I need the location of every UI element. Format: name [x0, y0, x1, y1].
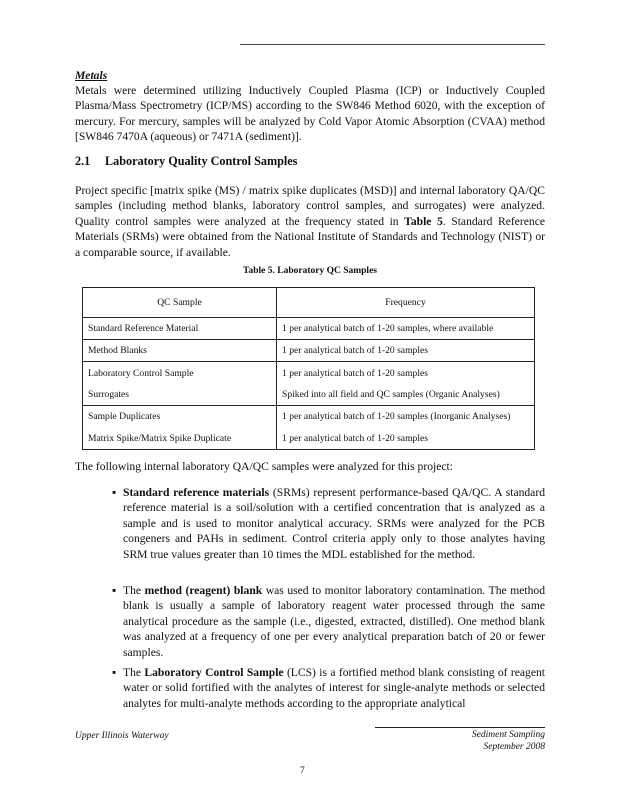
table-cell: 1 per analytical batch of 1-20 samples (Inorganic Analyses) [277, 406, 535, 428]
bullet-text: was used to monitor laboratory contamination. The method blank is usually a sample of laboratory reagent water processed through the same analytical procedure as the sample (i.e., digested, extracted, distilled). One method blank was analyzed at a frequency of one per every analytical preparation batch of 20 or fewer samples. [123, 584, 545, 659]
table-cell: Standard Reference Material [83, 318, 277, 340]
column-header: QC Sample [83, 288, 277, 318]
bullet-icon: ▪ [112, 666, 117, 679]
bullet-text: The [123, 584, 145, 597]
footer-right [420, 729, 545, 753]
table-cell: Surrogates [83, 385, 277, 406]
page-number: 7 [300, 766, 305, 776]
bullet-item [112, 485, 545, 562]
footer-left: Upper Illinois Waterway [75, 731, 169, 741]
column-header: Frequency [277, 288, 535, 318]
bullet-icon: ▪ [112, 584, 117, 597]
footer-date: September 2008 [483, 742, 545, 752]
table-row [83, 385, 535, 406]
table-cell: 1 per analytical batch of 1-20 samples, where available [277, 318, 535, 340]
bullet-term: method (reagent) blank [144, 584, 263, 597]
table-row [83, 318, 535, 340]
bullet-term: Standard reference materials [123, 486, 270, 499]
table-caption: Table 5. Laboratory QC Samples [243, 266, 377, 276]
bullet-item [112, 583, 545, 660]
bullet-text: The [123, 666, 145, 679]
table-cell: Method Blanks [83, 340, 277, 362]
footer-rule [375, 727, 545, 728]
para-text: Project specific [matrix spike (MS) / matrix spike duplicates (MSD)] and internal laboratory QA/QC samples (including method blanks, laboratory control samples, and surrogates) were analyzed. Quality control samples were analyzed at the frequency stated in [75, 184, 545, 228]
bullet-text: (SRMs) represent performance-based QA/QC. A standard reference material is a soil/solution with a certified concentration that is analyzed as a sample and is used to monitor analytical accuracy. SRMs were analyzed for the PCB congeners and PAHs in sediment. Control criteria apply only to those analytes having SRM true values greater than 10 times the MDL established for the method. [123, 486, 545, 561]
section-number: 2.1 [75, 154, 91, 168]
table-cell: Matrix Spike/Matrix Spike Duplicate [83, 428, 277, 450]
section-title: Laboratory Quality Control Samples [105, 154, 298, 168]
table-cell: 1 per analytical batch of 1-20 samples [277, 340, 535, 362]
bullet-icon: ▪ [112, 486, 117, 499]
qc-paragraph [75, 183, 545, 260]
bullet-item [112, 665, 545, 711]
metals-paragraph: Metals were determined utilizing Inductively Coupled Plasma (ICP) or Inductively Coupled Plasma/Mass Spectrometry (ICP/MS) according to the SW846 Method 6020, with the exception of mercury. For mercury, samples will be analyzed by Cold Vapor Atomic Absorption (CVAA) method [SW846 7470A (aqueous) or 7471A (sediment)]. [75, 84, 545, 144]
table-cell: 1 per analytical batch of 1-20 samples [277, 428, 535, 450]
bullet-term: Laboratory Control Sample [144, 666, 284, 679]
table-row [83, 406, 535, 428]
table-cell: Spiked into all field and QC samples (Organic Analyses) [277, 385, 535, 406]
bullet-text: (LCS) is a fortified method blank consisting of reagent water or solid fortified with the analytes of interest for single-analyte methods or selected analytes for multi-analyte methods according to the appropriate analytical [123, 666, 545, 710]
table-row [83, 362, 535, 385]
table-reference: Table 5 [404, 214, 443, 228]
table-row [83, 340, 535, 362]
table-cell: 1 per analytical batch of 1-20 samples [277, 362, 535, 385]
table-cell: Laboratory Control Sample [83, 362, 277, 385]
table-cell: Sample Duplicates [83, 406, 277, 428]
intro-text: The following internal laboratory QA/QC samples were analyzed for this project: [75, 460, 453, 473]
metals-heading: Metals [75, 69, 108, 82]
table-row [83, 428, 535, 450]
qc-samples-table [82, 287, 535, 450]
header-rule [240, 44, 545, 45]
footer-title: Sediment Sampling [471, 730, 545, 740]
section-heading [75, 154, 297, 169]
table-header-row [83, 288, 535, 318]
para-text: . Standard Reference Materials (SRMs) were obtained from the National Institute of Standards and Technology (NIST) or a comparable source, if available. [75, 214, 546, 259]
